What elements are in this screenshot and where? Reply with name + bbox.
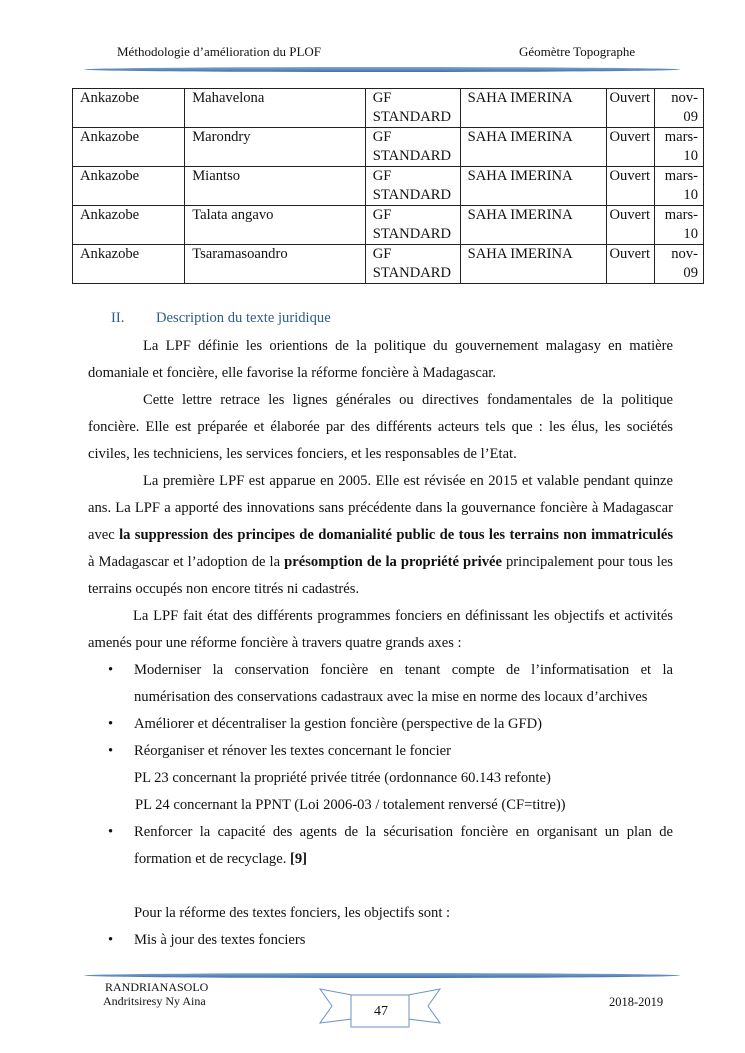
- table-cell-commune: Miantso: [185, 167, 366, 206]
- author-given-name: Andritsiresy Ny Aina: [103, 994, 206, 1008]
- bullet-icon: •: [108, 662, 114, 678]
- axes-list-continued: [88, 819, 673, 873]
- footer-author: [103, 980, 208, 1008]
- objectives-lead: Pour la réforme des textes fonciers, les objectifs sont :: [134, 905, 451, 921]
- list-item: • Moderniser la conservation foncière en tenant compte de l’informatisation et la numérisation des conservations cadastraux avec la mise en norme des locaux d’archives: [88, 657, 673, 711]
- paragraph-history: La première LPF est apparue en 2005. Elle est révisée en 2015 et valable pendant quinze ans. La LPF a apporté des innovations sans précédente dans la gouvernance foncière à Madagascar avec la suppression des principes de domanialité public de tous les terrains non immatriculés à Madagascar et l’adoption de la présomption de la propriété privée principalement pour tous les terrains occupés non encore titrés ni cadastrés.: [88, 473, 673, 597]
- table-cell-status: Ouvert: [606, 128, 654, 167]
- bullet-icon: •: [108, 824, 114, 840]
- table-cell-date: mars- 10: [654, 167, 703, 206]
- sub-item-pl23: PL 23 concernant la propriété privée titrée (ordonnance 60.143 refonte): [134, 770, 551, 786]
- table-cell-commune: Talata angavo: [185, 206, 366, 245]
- table-cell-operator: SAHA IMERINA: [460, 167, 606, 206]
- table-cell-status: Ouvert: [606, 206, 654, 245]
- list-item: • Renforcer la capacité des agents de la sécurisation foncière en organisant un plan de formation et de recyclage. [9]: [88, 819, 673, 873]
- table-cell-operator: SAHA IMERINA: [460, 89, 606, 128]
- table-cell-district: Ankazobe: [73, 128, 185, 167]
- table-row: [73, 128, 704, 167]
- spacer: [88, 873, 673, 900]
- bullet-icon: •: [108, 743, 114, 759]
- footer-year: 2018-2019: [609, 995, 664, 1009]
- sub-item-pl24: PL 24 concernant la PPNT (Loi 2006-03 / totalement renversé (CF=titre)): [135, 797, 566, 813]
- table-row: [73, 89, 704, 128]
- header-discipline: Géomètre Topographe: [519, 44, 636, 59]
- page-number: 47: [374, 1004, 388, 1019]
- list-item: • Réorganiser et rénover les textes concernant le foncier: [88, 738, 673, 765]
- bold-presomption: présomption de la propriété privée: [284, 554, 502, 570]
- paragraph-programmes: La LPF fait état des différents programmes fonciers en définissant les objectifs et activités amenés pour une réforme foncière à travers quatre grands axes :: [88, 608, 673, 651]
- table-cell-district: Ankazobe: [73, 206, 185, 245]
- axes-list: [88, 657, 673, 765]
- table-cell-commune: Tsaramasoandro: [185, 245, 366, 284]
- section-number: II.: [111, 310, 125, 326]
- citation-reference: [9]: [290, 851, 308, 867]
- bullet-icon: •: [108, 716, 114, 732]
- table-cell-status: Ouvert: [606, 89, 654, 128]
- list-item: • Améliorer et décentraliser la gestion foncière (perspective de la GFD): [88, 711, 673, 738]
- table-row: [73, 245, 704, 284]
- commune-table: [72, 88, 704, 284]
- paragraph-lettre: Cette lettre retrace les lignes générales ou directives fondamentales de la politique foncière. Elle est préparée et élaborée par des différents acteurs tels que : les élus, les sociétés civiles, les techniciens, les services fonciers, et les responsables de l’Etat.: [88, 392, 673, 462]
- table-cell-operator: SAHA IMERINA: [460, 206, 606, 245]
- body-text: [88, 333, 673, 954]
- table-cell-date: nov- 09: [654, 89, 703, 128]
- bullet-icon: •: [108, 932, 114, 948]
- table-row: [73, 206, 704, 245]
- table-cell-district: Ankazobe: [73, 167, 185, 206]
- table-cell-type: GF STANDARD: [365, 89, 460, 128]
- table-cell-date: mars- 10: [654, 206, 703, 245]
- table-cell-district: Ankazobe: [73, 245, 185, 284]
- table-cell-commune: Mahavelona: [185, 89, 366, 128]
- footer-divider: [84, 973, 680, 978]
- table-cell-status: Ouvert: [606, 167, 654, 206]
- section-heading: [111, 310, 331, 327]
- header-document-title: Méthodologie d’amélioration du PLOF: [117, 44, 322, 59]
- objectives-list: [88, 927, 673, 954]
- table-cell-type: GF STANDARD: [365, 167, 460, 206]
- table-cell-status: Ouvert: [606, 245, 654, 284]
- paragraph-lpf-definition: La LPF définie les orientions de la politique du gouvernement malagasy en matière domaniale et foncière, elle favorise la réforme foncière à Madagascar.: [88, 338, 673, 381]
- table-cell-operator: SAHA IMERINA: [460, 245, 606, 284]
- table-cell-commune: Marondry: [185, 128, 366, 167]
- table-cell-type: GF STANDARD: [365, 128, 460, 167]
- table-cell-type: GF STANDARD: [365, 245, 460, 284]
- table-cell-date: nov- 09: [654, 245, 703, 284]
- table-cell-operator: SAHA IMERINA: [460, 128, 606, 167]
- bold-suppression: la suppression des principes de domanialité public de tous les terrains non immatriculés: [119, 527, 673, 543]
- table-cell-district: Ankazobe: [73, 89, 185, 128]
- author-surname: RANDRIANASOLO: [105, 980, 209, 994]
- table-cell-date: mars- 10: [654, 128, 703, 167]
- header-divider: [84, 67, 680, 72]
- list-item: • Mis à jour des textes fonciers: [88, 927, 673, 954]
- section-title: Description du texte juridique: [156, 310, 331, 326]
- table-row: [73, 167, 704, 206]
- table-cell-type: GF STANDARD: [365, 206, 460, 245]
